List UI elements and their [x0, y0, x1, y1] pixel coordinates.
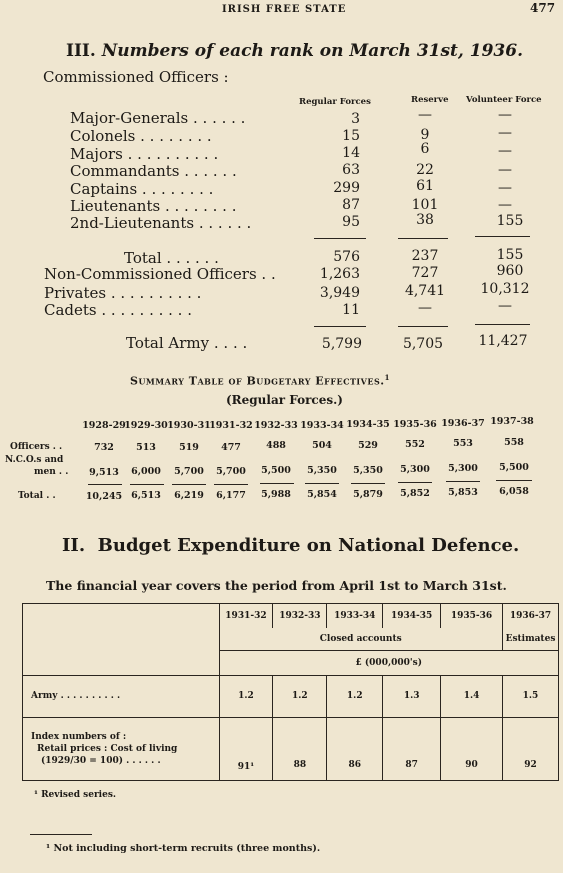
army-value: 1.5 [502, 675, 558, 718]
page-footnote: ¹ Not including short-term recruits (three months). [46, 843, 321, 854]
row-label-cont: men . . [34, 467, 69, 477]
total-army-rule [475, 324, 530, 325]
cell: 5,879 [353, 489, 383, 500]
index-value: 90 [441, 718, 503, 781]
total-army-label: Total Army . . . . [126, 334, 248, 352]
cell: 5,300 [400, 464, 430, 475]
index-value: 86 [327, 718, 383, 781]
cell: 6,058 [499, 486, 529, 497]
cell: 552 [405, 439, 425, 450]
volunteer-value: 11,427 [478, 333, 528, 349]
cell: 5,350 [307, 465, 337, 476]
volunteer-value: — [498, 107, 512, 123]
summary-rule [130, 484, 164, 485]
year-header: 1933-34 [300, 420, 344, 431]
index-label-line: Index numbers of : [31, 732, 127, 743]
rank-label: Captains . . . . . . . . [70, 180, 214, 198]
index-label-cell [23, 718, 220, 781]
footnote-separator [30, 834, 92, 835]
reserve-value: 727 [411, 265, 439, 281]
summary-rule [88, 484, 122, 485]
closed-accounts-label: Closed accounts [219, 628, 502, 650]
cell: 513 [136, 442, 156, 453]
subtotal-rule [475, 236, 530, 237]
rank-label: Colonels . . . . . . . . [70, 127, 212, 145]
reserve-value: 6 [420, 141, 430, 157]
army-value: 1.2 [273, 675, 327, 718]
volunteer-value: — [498, 197, 512, 213]
reserve-value: 5,705 [402, 336, 444, 352]
year-header: 1931-32 [219, 604, 273, 629]
cell: 553 [453, 438, 473, 449]
reserve-value: 61 [416, 178, 434, 194]
cell: 5,300 [448, 463, 478, 474]
cell: 558 [504, 437, 524, 448]
regular-value: 1,263 [319, 266, 360, 282]
army-value: 1.3 [383, 675, 441, 718]
cell: 6,219 [174, 490, 204, 501]
col-header-volunteer: Volunteer Force [466, 95, 542, 105]
page-number: 477 [530, 1, 556, 15]
summary-rule [214, 484, 248, 485]
year-header: 1934-35 [383, 604, 441, 629]
cell: 9,513 [89, 467, 119, 478]
regular-value: 5,799 [321, 336, 362, 352]
cell: 732 [94, 442, 114, 453]
summary-rule [305, 483, 339, 484]
summary-title-text: Summary Table of Budgetary Effectives. [130, 374, 385, 388]
year-header: 1930-31 [167, 420, 211, 431]
year-header: 1936-37 [441, 418, 485, 429]
rank-label: 2nd-Lieutenants . . . . . . [70, 214, 252, 232]
volunteer-value: — [498, 298, 512, 314]
cell: 6,000 [131, 466, 161, 477]
year-header: 1929-30 [124, 420, 168, 431]
footnote-mark: 1 [384, 373, 390, 382]
total-label: Total . . . . . . [124, 249, 219, 267]
reserve-value: — [418, 107, 432, 123]
subtotal-rule [398, 238, 448, 239]
unit-label: £ (000,000's) [219, 651, 559, 676]
cell: 5,500 [261, 465, 291, 476]
regular-value: 87 [342, 197, 360, 213]
summary-subtitle: (Regular Forces.) [226, 393, 343, 407]
col-header-regular: Regular Forces [299, 97, 371, 107]
index-label-line: (1929/30 = 100) . . . . . . [41, 756, 161, 767]
cell: 488 [266, 440, 286, 451]
rank-label: Commandants . . . . . . [70, 162, 237, 180]
year-header: 1932-33 [273, 604, 327, 629]
total-army-rule [398, 326, 448, 327]
commissioned-officers-heading: Commissioned Officers : [43, 68, 229, 86]
section-iii-heading [66, 41, 523, 61]
regular-value: 14 [342, 145, 360, 161]
year-header: 1937-38 [490, 416, 534, 427]
year-header: 1934-35 [346, 419, 390, 430]
cell: 5,854 [307, 489, 337, 500]
cell: 6,177 [216, 490, 246, 501]
summary-rule [260, 483, 294, 484]
estimates-label: Estimates [502, 628, 558, 650]
regular-value: 63 [342, 162, 360, 178]
volunteer-value: — [498, 180, 512, 196]
volunteer-value: — [498, 125, 512, 141]
cell: 5,853 [448, 487, 478, 498]
financial-year-note: The financial year covers the period from April 1st to March 31st. [46, 578, 507, 593]
table-footnote: ¹ Revised series. [34, 790, 117, 800]
cell: 5,700 [216, 466, 246, 477]
index-value: 92 [502, 718, 558, 781]
summary-title [130, 373, 390, 388]
rank-label: Privates . . . . . . . . . . [44, 284, 202, 302]
year-header: 1935-36 [441, 604, 503, 629]
volunteer-value: — [498, 162, 512, 178]
year-header: 1936-37 [502, 604, 558, 629]
rank-label: Non-Commissioned Officers . . [44, 265, 276, 283]
summary-rule [172, 484, 206, 485]
reserve-value: 22 [416, 162, 434, 178]
year-header: 1928-29 [82, 420, 126, 431]
cell: 5,988 [261, 489, 291, 500]
summary-rule [398, 482, 432, 483]
reserve-value: 38 [416, 212, 434, 228]
running-title: IRISH FREE STATE [222, 4, 347, 15]
regular-value: 95 [342, 214, 360, 230]
volunteer-value: 10,312 [480, 281, 530, 297]
army-label: Army . . . . . . . . . . [23, 675, 220, 718]
row-label: Total . . [18, 491, 56, 501]
cell: 504 [312, 440, 332, 451]
rank-label: Cadets . . . . . . . . . . [44, 301, 192, 319]
rank-label: Lieutenants . . . . . . . . [70, 197, 237, 215]
index-value: 87 [383, 718, 441, 781]
section-ii-title: Budget Expenditure on National Defence. [97, 535, 520, 556]
regular-value: 299 [333, 180, 360, 196]
section-iii-title: Numbers of each rank on March 31st, 1936. [101, 41, 523, 61]
rank-label: Major-Generals . . . . . . [70, 109, 246, 127]
reserve-value: 4,741 [404, 283, 446, 299]
section-ii-heading [62, 535, 519, 556]
section-iii-numeral: III. [66, 41, 96, 61]
index-value: 91¹ [219, 718, 273, 781]
cell: 5,700 [174, 466, 204, 477]
army-value: 1.2 [219, 675, 273, 718]
section-ii-numeral: II. [62, 535, 86, 556]
cell: 477 [221, 442, 241, 453]
regular-value: 3 [351, 111, 360, 127]
reserve-value: 237 [411, 248, 439, 264]
army-value: 1.4 [441, 675, 503, 718]
cell: 5,350 [353, 465, 383, 476]
army-value: 1.2 [327, 675, 383, 718]
summary-rule [351, 483, 385, 484]
row-label: N.C.O.s and [5, 455, 64, 465]
index-label-line: Retail prices : Cost of living [37, 744, 178, 755]
cell: 6,513 [131, 490, 161, 501]
volunteer-value: — [498, 143, 512, 159]
stub-header [23, 604, 220, 676]
regular-value: 576 [333, 249, 360, 265]
regular-value: 11 [342, 302, 360, 318]
year-header: 1932-33 [254, 420, 298, 431]
regular-value: 3,949 [319, 285, 360, 301]
year-header: 1933-34 [327, 604, 383, 629]
volunteer-value: 155 [496, 247, 524, 263]
total-army-rule [314, 326, 366, 327]
year-header: 1931-32 [209, 420, 253, 431]
col-header-reserve: Reserve [411, 95, 449, 105]
cell: 5,852 [400, 488, 430, 499]
budget-expenditure-table [22, 603, 559, 781]
cell: 529 [358, 440, 378, 451]
index-value: 88 [273, 718, 327, 781]
row-label: Officers . . [10, 442, 63, 452]
volunteer-value: 960 [496, 263, 524, 279]
summary-rule [496, 480, 532, 481]
reserve-value: 101 [411, 197, 439, 213]
volunteer-value: 155 [496, 213, 524, 229]
rank-label: Majors . . . . . . . . . . [70, 145, 219, 163]
year-header: 1935-36 [393, 419, 437, 430]
reserve-value: 9 [420, 127, 430, 143]
summary-rule [446, 481, 480, 482]
cell: 5,500 [499, 462, 529, 473]
cell: 519 [179, 442, 199, 453]
cell: 10,245 [85, 491, 123, 502]
subtotal-rule [314, 238, 366, 239]
reserve-value: — [418, 300, 432, 316]
regular-value: 15 [342, 128, 360, 144]
